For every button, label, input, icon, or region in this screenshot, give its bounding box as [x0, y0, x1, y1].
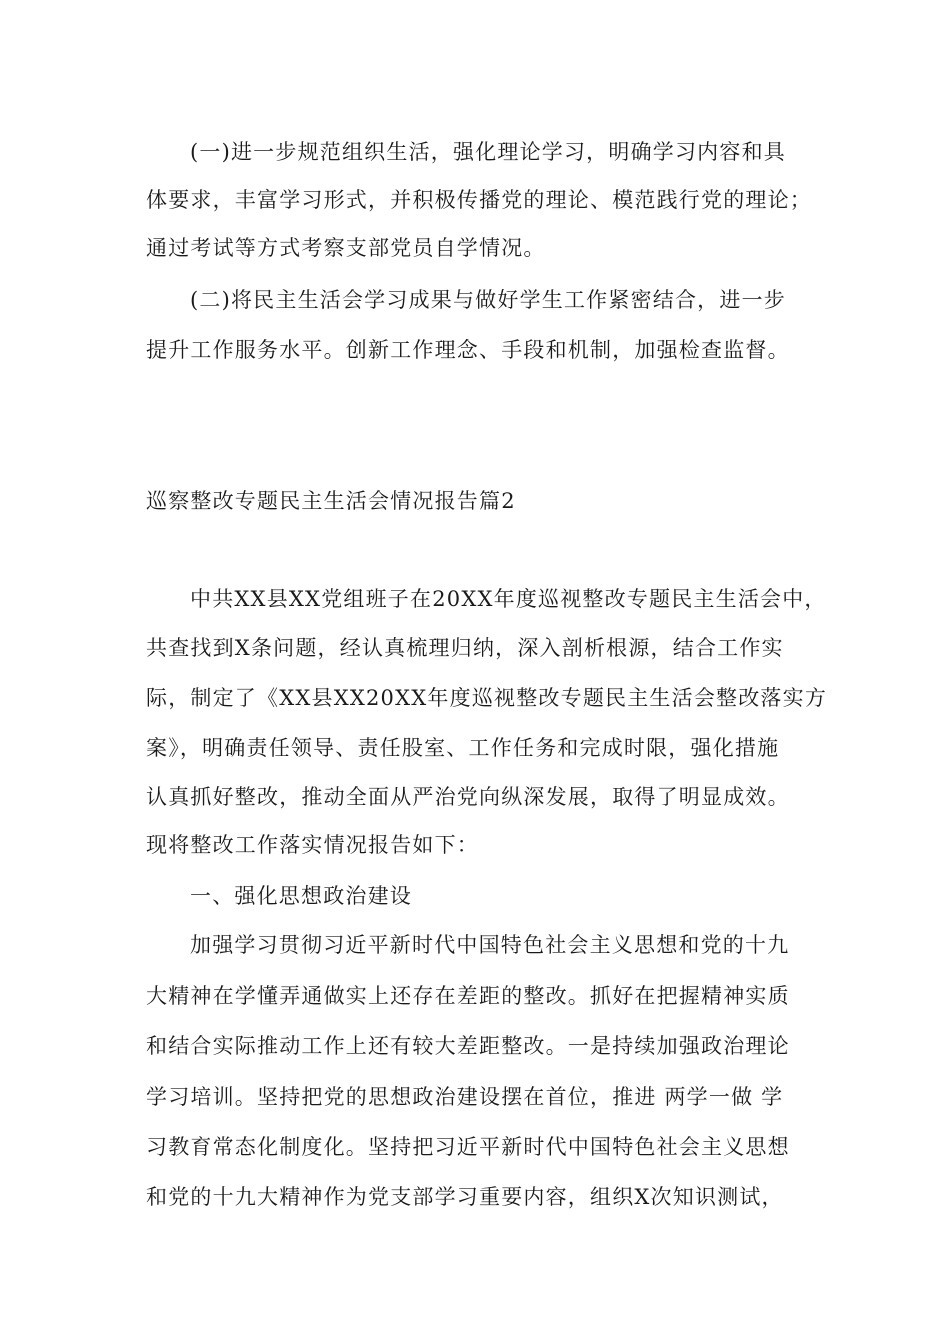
- paragraph-2-line-1: (二)将民主生活会学习成果与做好学生工作紧密结合，进一步: [190, 288, 786, 312]
- intro-line-2: 共查找到X条问题，经认真梳理归纳，深入剖析根源，结合工作实: [146, 636, 784, 660]
- body-line-2: 大精神在学懂弄通做实上还存在差距的整改。抓好在把握精神实质: [146, 984, 790, 1008]
- paragraph-1-line-3: 通过考试等方式考察支部党员自学情况。: [146, 236, 546, 260]
- paragraph-2-line-2: 提升工作服务水平。创新工作理念、手段和机制，加强检查监督。: [146, 338, 790, 362]
- intro-line-3: 际，制定了《XX县XX20XX年度巡视整改专题民主生活会整改落实方: [146, 686, 828, 710]
- body-line-6: 和党的十九大精神作为党支部学习重要内容，组织X次知识测试，: [146, 1185, 784, 1209]
- intro-line-5: 认真抓好整改，推动全面从严治党向纵深发展，取得了明显成效。: [146, 785, 790, 809]
- paragraph-1-line-2: 体要求，丰富学习形式，并积极传播党的理论、模范践行党的理论；: [146, 188, 812, 212]
- intro-line-6: 现将整改工作落实情况报告如下：: [146, 833, 479, 857]
- section-heading: 巡察整改专题民主生活会情况报告篇2: [146, 489, 516, 513]
- paragraph-1-line-1: (一)进一步规范组织生活，强化理论学习，明确学习内容和具: [190, 140, 786, 164]
- subheading: 一、强化思想政治建设: [190, 884, 412, 908]
- body-line-1: 加强学习贯彻习近平新时代中国特色社会主义思想和党的十九: [190, 933, 790, 957]
- intro-line-1: 中共XX县XX党组班子在20XX年度巡视整改专题民主生活会中，: [190, 587, 827, 611]
- intro-line-4: 案》，明确责任领导、责任股室、工作任务和完成时限，强化措施: [146, 736, 780, 760]
- body-line-3: 和结合实际推动工作上还有较大差距整改。一是持续加强政治理论: [146, 1034, 790, 1058]
- body-line-5: 习教育常态化制度化。坚持把习近平新时代中国特色社会主义思想: [146, 1135, 790, 1159]
- body-line-4: 学习培训。坚持把党的思想政治建设摆在首位，推进 两学一做 学: [146, 1085, 784, 1109]
